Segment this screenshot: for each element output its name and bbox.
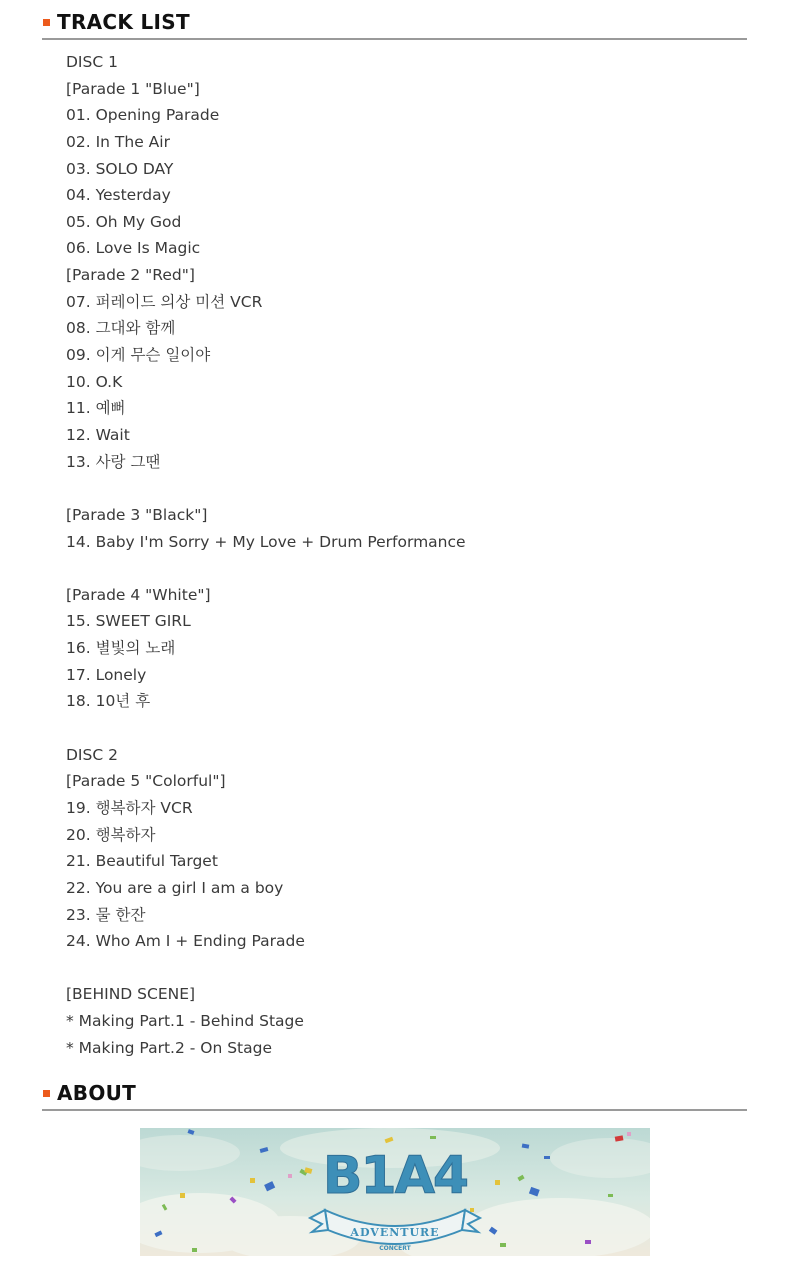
spacer-line bbox=[66, 955, 746, 982]
track-item: 20. 행복하자 bbox=[66, 825, 156, 844]
track-item: 10. O.K bbox=[66, 372, 123, 391]
spacer-line bbox=[66, 715, 746, 742]
behind-scene-item: * Making Part.2 - On Stage bbox=[66, 1038, 272, 1057]
about-title: ABOUT bbox=[57, 1081, 137, 1105]
track-item: 18. 10년 후 bbox=[66, 692, 151, 711]
b1a4-logo bbox=[323, 1146, 467, 1206]
track-item: 06. Love Is Magic bbox=[66, 239, 201, 258]
svg-text:B1A4: B1A4 bbox=[322, 1146, 468, 1206]
track-item: 08. 그대와 함께 bbox=[66, 319, 176, 338]
track-item: 04. Yesterday bbox=[66, 186, 171, 205]
tracklist-title: TRACK LIST bbox=[57, 10, 190, 34]
track-item: 03. SOLO DAY bbox=[66, 159, 174, 178]
parade-heading: [BEHIND SCENE] bbox=[66, 985, 196, 1004]
track-list bbox=[66, 49, 746, 1061]
track-item: 15. SWEET GIRL bbox=[66, 612, 191, 631]
svg-text:ADVENTURE: ADVENTURE bbox=[350, 1226, 440, 1239]
parade-heading: [Parade 5 "Colorful"] bbox=[66, 772, 226, 791]
track-item: 05. Oh My God bbox=[66, 212, 182, 231]
track-item: 11. 예뻐 bbox=[66, 399, 126, 418]
track-item: 17. Lonely bbox=[66, 665, 147, 684]
about-section-header bbox=[42, 1079, 747, 1113]
track-item: 13. 사랑 그땐 bbox=[66, 452, 161, 471]
track-item: 23. 물 한잔 bbox=[66, 905, 146, 924]
spacer-line bbox=[66, 475, 746, 502]
tracklist-section-header bbox=[42, 8, 747, 42]
parade-heading: [Parade 2 "Red"] bbox=[66, 266, 195, 285]
section-divider bbox=[42, 1109, 747, 1111]
parade-heading: [Parade 4 "White"] bbox=[66, 585, 211, 604]
behind-scene-item: * Making Part.1 - Behind Stage bbox=[66, 1012, 304, 1031]
track-item: 07. 퍼레이드 의상 미션 VCR bbox=[66, 292, 263, 311]
track-item: 21. Beautiful Target bbox=[66, 852, 218, 871]
track-item: 22. You are a girl I am a boy bbox=[66, 878, 284, 897]
track-item: 09. 이게 무슨 일이야 bbox=[66, 346, 211, 365]
disc-label: DISC 2 bbox=[66, 745, 118, 764]
parade-heading: [Parade 3 "Black"] bbox=[66, 505, 208, 524]
spacer-line bbox=[66, 555, 746, 582]
track-item: 24. Who Am I + Ending Parade bbox=[66, 932, 305, 951]
track-item: 01. Opening Parade bbox=[66, 106, 220, 125]
track-item: 12. Wait bbox=[66, 425, 130, 444]
parade-heading: [Parade 1 "Blue"] bbox=[66, 79, 200, 98]
track-item: 19. 행복하자 VCR bbox=[66, 798, 193, 817]
section-divider bbox=[42, 38, 747, 40]
track-item: 16. 별빛의 노래 bbox=[66, 639, 176, 658]
orange-square-bullet-icon bbox=[43, 19, 50, 26]
svg-text:CONCERT: CONCERT bbox=[379, 1245, 411, 1252]
track-item: 02. In The Air bbox=[66, 132, 170, 151]
concert-banner-image bbox=[140, 1128, 650, 1256]
orange-square-bullet-icon bbox=[43, 1090, 50, 1097]
disc-label: DISC 1 bbox=[66, 53, 118, 71]
track-item: 14. Baby I'm Sorry + My Love + Drum Performance bbox=[66, 532, 466, 551]
